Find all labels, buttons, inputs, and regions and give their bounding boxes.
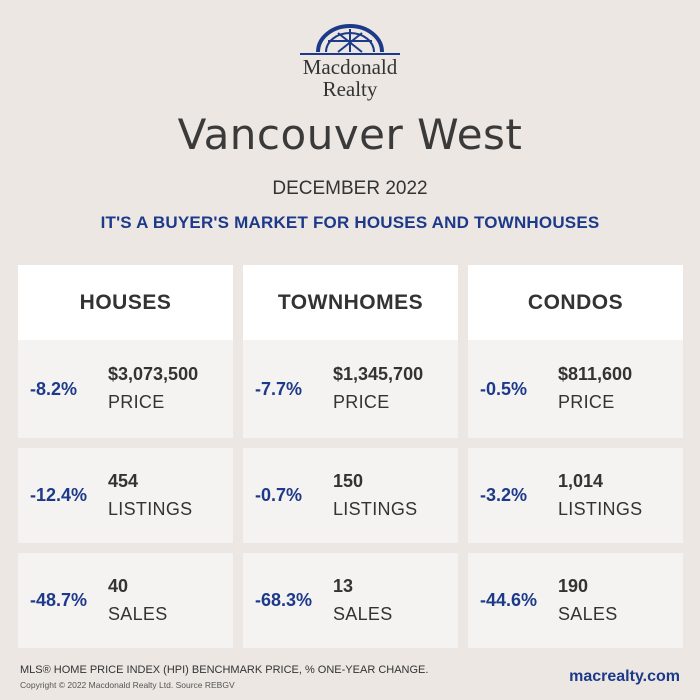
stat-value: $1,345,700 [333, 364, 424, 384]
column-heading: CONDOS [468, 265, 683, 340]
stat-card-price [243, 340, 458, 438]
condos-column [468, 265, 683, 624]
stat-label: PRICE [108, 392, 165, 412]
stat-label: PRICE [333, 392, 390, 412]
stat-label: LISTINGS [558, 498, 643, 519]
stat-value: 454 [108, 470, 139, 491]
stat-label: SALES [558, 603, 618, 624]
copyright-text: Copyright © 2022 Macdonald Realty Ltd. Source REBGV [20, 680, 235, 690]
stat-card-sales [468, 553, 683, 648]
stat-card-sales [18, 553, 233, 648]
stat-card-listings [18, 448, 233, 543]
brand-logo [0, 24, 700, 100]
market-headline: IT'S A BUYER'S MARKET FOR HOUSES AND TOWNHOUSES [100, 213, 600, 232]
page-title: Vancouver West [177, 110, 523, 159]
stat-card-sales [243, 553, 458, 648]
column-heading: HOUSES [18, 265, 233, 340]
townhomes-column [243, 265, 458, 624]
brand-name-line2: Realty [322, 77, 378, 101]
stat-label: PRICE [558, 392, 615, 412]
change-percent: -68.3% [255, 590, 313, 610]
change-percent: -44.6% [480, 590, 538, 610]
change-percent: -0.7% [255, 485, 303, 505]
stat-value: 13 [333, 575, 354, 596]
brand-name-line1: Macdonald [302, 55, 398, 79]
change-percent: -7.7% [255, 378, 303, 399]
change-percent: -48.7% [30, 590, 88, 610]
stat-value: 150 [333, 470, 364, 491]
stat-card-price [468, 340, 683, 438]
footnote: MLS® HOME PRICE INDEX (HPI) BENCHMARK PRICE, % ONE-YEAR CHANGE. [20, 664, 429, 676]
column-heading: TOWNHOMES [243, 265, 458, 340]
stat-value: 1,014 [558, 470, 604, 491]
stat-value: 190 [558, 575, 589, 596]
change-percent: -3.2% [480, 485, 528, 505]
stat-value: $3,073,500 [108, 364, 199, 384]
report-date: DECEMBER 2022 [272, 178, 428, 199]
change-percent: -0.5% [480, 378, 528, 399]
change-percent: -12.4% [30, 485, 88, 505]
stat-label: LISTINGS [108, 498, 193, 519]
stat-value: $811,600 [558, 364, 633, 384]
stat-label: SALES [108, 603, 168, 624]
sunburst-logo-icon [300, 24, 400, 56]
stat-card-listings [468, 448, 683, 543]
website-link[interactable]: macrealty.com [569, 668, 680, 685]
stat-card-price [18, 340, 233, 438]
stat-label: LISTINGS [333, 498, 418, 519]
stat-label: SALES [333, 603, 393, 624]
stat-value: 40 [108, 575, 129, 596]
houses-column [18, 265, 233, 624]
stat-card-listings [243, 448, 458, 543]
change-percent: -8.2% [30, 378, 78, 399]
